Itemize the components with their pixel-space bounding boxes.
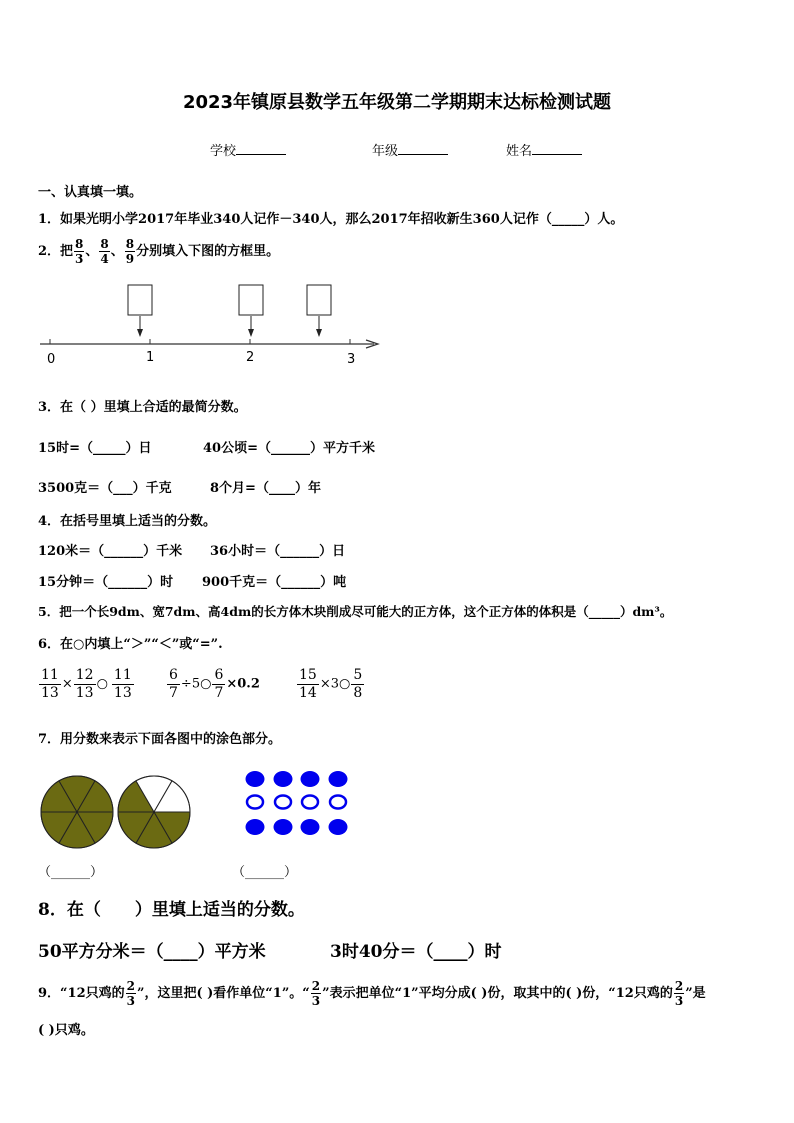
fraction-8-4: $\frac{8}{4}$	[100, 237, 109, 266]
question-8b: 3时40分＝（____）时	[330, 942, 502, 962]
comparison-1: $\frac{11}{13}$ × $\frac{12}{13}$ ○ $\frac{11}{13}$	[41, 667, 132, 701]
compare-circle-3[interactable]: ×3○	[319, 676, 351, 692]
filled-dot	[301, 771, 320, 787]
q7-answer-blank-1[interactable]: （______）	[38, 865, 104, 880]
tick-label-1: 1	[146, 350, 155, 365]
filled-dot	[246, 771, 265, 787]
answer-box-3[interactable]	[307, 285, 331, 315]
question-6-heading: 6．在○内填上“＞”“＜”或“=”.	[38, 637, 223, 652]
comparison-2: $\frac{6}{7}$ ÷5○ $\frac{6}{7}$ ×0.2	[169, 667, 260, 701]
filled-dot	[301, 819, 320, 835]
name-blank[interactable]	[532, 142, 582, 155]
name-field: 姓名	[506, 140, 582, 159]
answer-box-2[interactable]	[239, 285, 263, 315]
question-7-heading: 7．用分数来表示下面各图中的涂色部分。	[38, 732, 282, 747]
question-4a: 120米＝（______）千米	[38, 544, 183, 559]
q7-answer-blank-2[interactable]: （______）	[232, 865, 298, 880]
hollow-dot	[302, 796, 318, 809]
fraction-8-9: $\frac{8}{9}$	[125, 237, 135, 266]
tick-label-0: 0	[47, 352, 56, 367]
hollow-dot	[247, 796, 263, 809]
grade-blank[interactable]	[398, 142, 448, 155]
question-3c: 3500克＝（___）千克	[38, 481, 172, 496]
dot-figure	[244, 768, 354, 838]
tick-label-2: 2	[246, 350, 255, 365]
grade-field: 年级	[372, 140, 448, 159]
question-1: 1．如果光明小学2017年毕业340人记作－340人，那么2017年招收新生360人记作（_____）人。	[38, 212, 624, 227]
filled-dot	[329, 819, 348, 835]
question-4b: 36小时＝（______）日	[210, 544, 346, 559]
compare-circle-1[interactable]: ○	[96, 676, 108, 692]
question-3b: 40公顷=（______）平方千米	[203, 441, 375, 456]
number-line	[0, 280, 420, 370]
filled-dot	[329, 771, 348, 787]
filled-dot	[274, 771, 293, 787]
tick-label-3: 3	[347, 352, 356, 367]
fraction-8-3: $\frac{8}{3}$	[75, 237, 84, 266]
filled-dot	[246, 819, 265, 835]
question-5: 5．把一个长9dm、宽7dm、高4dm的长方体木块削成尽可能大的正方体，这个正方体的体积是（_____）dm³。	[38, 604, 673, 619]
page-title: 2023年镇原县数学五年级第二学期期末达标检测试题	[182, 92, 612, 113]
question-4d: 900千克＝（______）吨	[202, 575, 347, 590]
section-heading: 一、认真填一填。	[38, 185, 143, 200]
school-blank[interactable]	[236, 142, 286, 155]
hollow-dot	[330, 796, 346, 809]
answer-box-1[interactable]	[128, 285, 152, 315]
school-field: 学校	[210, 140, 286, 159]
comparison-3: $\frac{15}{14}$ ×3○ $\frac{5}{8}$	[299, 667, 363, 701]
question-9-line-2: ( )只鸡。	[38, 1023, 94, 1038]
question-3d: 8个月=（____）年	[210, 481, 321, 496]
question-2: 2．把 $\frac{8}{3}$ 、 $\frac{8}{4}$ 、 $\frac{8}{9}$ 分别填入下图的方框里。	[38, 237, 280, 266]
question-3a: 15时=（_____）日	[38, 441, 152, 456]
hollow-dot	[275, 796, 291, 809]
filled-dot	[274, 819, 293, 835]
compare-circle-2[interactable]: ÷5○	[180, 676, 212, 692]
question-4-heading: 4．在括号里填上适当的分数。	[38, 514, 217, 529]
question-8-heading: 8．在（ ）里填上适当的分数。	[38, 900, 305, 920]
question-3-heading: 3．在（ ）里填上合适的最简分数。	[38, 400, 247, 415]
question-8a: 50平方分米＝（____）平方米	[38, 942, 266, 962]
pie-figures	[40, 772, 195, 852]
question-9: 9．“12只鸡的 $\frac{2}{3}$ ”，这里把( )看作单位“1”。“ $\frac{2}{3}$ ”表示把单位“1”平均分成( )份，取其中的( )份，“12只鸡的 $\frac{2}{3}$ ”是	[38, 979, 706, 1008]
question-4c: 15分钟＝（______）时	[38, 575, 174, 590]
